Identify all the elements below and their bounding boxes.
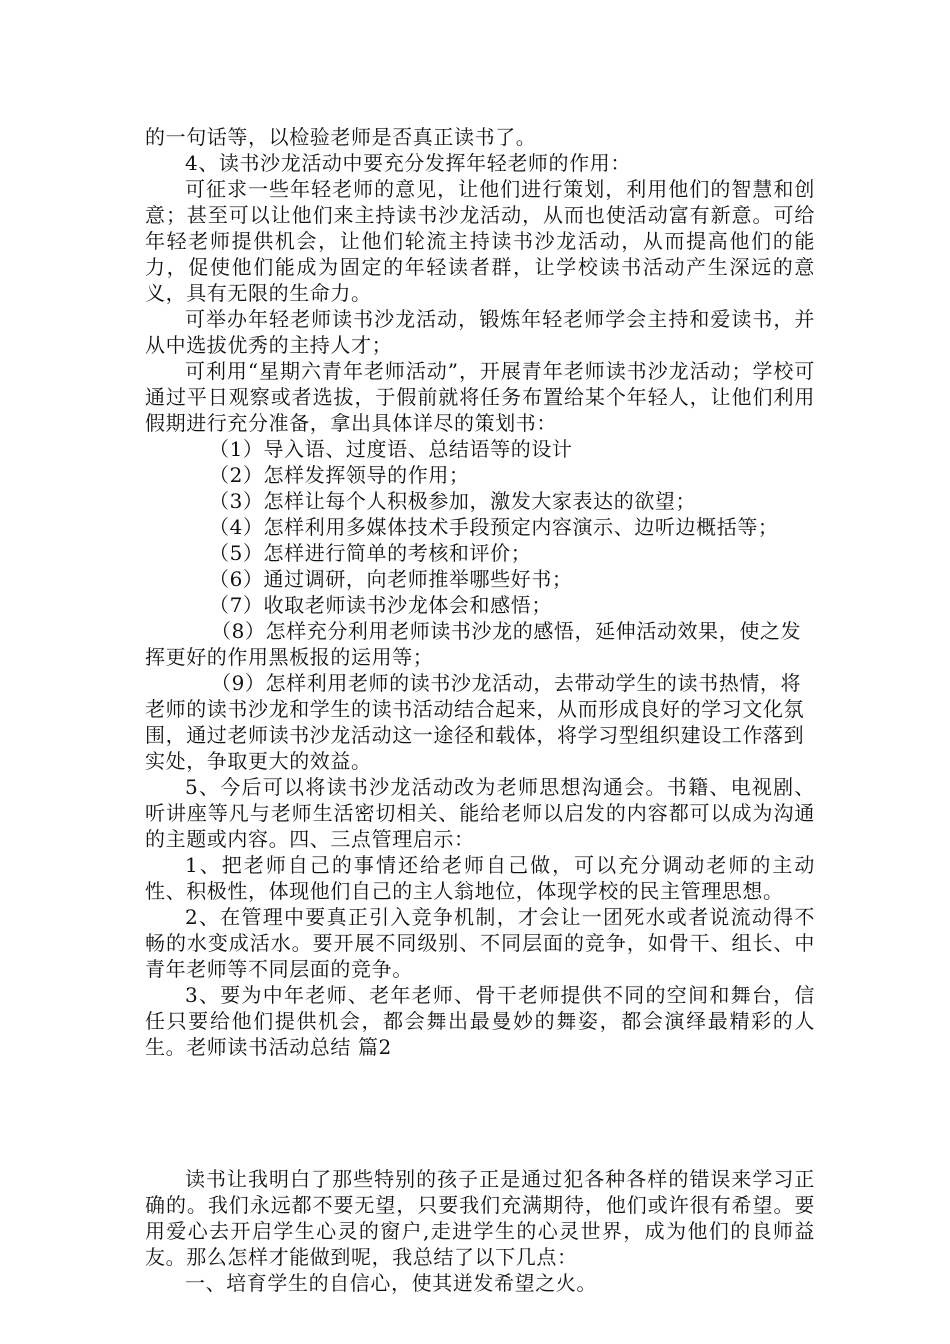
management-point-3: 3、要为中年老师、老年老师、骨干老师提供不同的空间和舞台，信任只要给他们提供机会，都会舞出最曼妙的舞姿，都会演绎最精彩的人生。老师读书活动总结 篇2 bbox=[145, 983, 815, 1059]
paragraph-4-saturday: 可利用“星期六青年老师活动”，开展青年老师读书沙龙活动；学校可通过平日观察或者选拔，于假前就将任务布置给某个年轻人，让他们利用假期进行充分准备，拿出具体详尽的策划书： bbox=[145, 359, 815, 435]
management-point-2: 2、在管理中要真正引入竞争机制，才会让一团死水或者说流动得不畅的水变成活水。要开展不同级别、不同层面的竞争，如骨干、组长、中青年老师等不同层面的竞争。 bbox=[145, 905, 815, 981]
section-spacer bbox=[145, 1060, 815, 1166]
management-point-1: 1、把老师自己的事情还给老师自己做，可以充分调动老师的主动性、积极性，体现他们自己的主人翁地位，体现学校的民主管理思想。 bbox=[145, 853, 815, 903]
document-page bbox=[145, 124, 815, 1296]
paragraph-4-body: 可征求一些年轻老师的意见，让他们进行策划，利用他们的智慧和创意；甚至可以让他们来主持读书沙龙活动，从而也使活动富有新意。可给年轻老师提供机会，让他们轮流主持读书沙龙活动，从而提高他们的能力，促使他们能成为固定的年轻读者群，让学校读书活动产生深远的意义，具有无限的生命力。 bbox=[145, 177, 815, 305]
list-item-9: （9）怎样利用老师的读书沙龙活动，去带动学生的读书热情，将老师的读书沙龙和学生的读书活动结合起来，从而形成良好的学习文化氛围，通过老师读书沙龙活动这一途径和载体，将学习型组织建设工作落到实处，争取更大的效益。 bbox=[145, 671, 805, 773]
section2-paragraph-2: 一、培育学生的自信心，使其迸发希望之火。 bbox=[185, 1271, 597, 1295]
list-item-3: （3）怎样让每个人积极参加，激发大家表达的欲望； bbox=[209, 489, 697, 513]
list-item-8: （8）怎样充分利用老师读书沙龙的感悟，延伸活动效果，使之发挥更好的作用黑板报的运用等； bbox=[145, 619, 802, 669]
paragraph-continued: 的一句话等，以检验老师是否真正读书了。 bbox=[145, 125, 537, 149]
section2-paragraph-1: 读书让我明白了那些特别的孩子正是通过犯各种各样的错误来学习正确的。我们永远都不要无望，只要我们充满期待，他们或许很有希望。要用爱心去开启学生心灵的窗户,走进学生的心灵世界，成为他们的良师益友。那么怎样才能做到呢，我总结了以下几点： bbox=[145, 1167, 815, 1269]
list-item-7: （7）收取老师读书沙龙体会和感悟； bbox=[209, 593, 552, 617]
paragraph-5: 5、今后可以将读书沙龙活动改为老师思想沟通会。书籍、电视剧、听讲座等凡与老师生活密切相关、能给老师以启发的内容都可以成为沟通的主题或内容。四、三点管理启示： bbox=[145, 775, 815, 851]
paragraph-4-heading: 4、读书沙龙活动中要充分发挥年轻老师的作用： bbox=[185, 151, 631, 175]
list-item-5: （5）怎样进行简单的考核和评价； bbox=[209, 541, 532, 565]
list-item-2: （2）怎样发挥领导的作用； bbox=[209, 463, 470, 487]
list-item-4: （4）怎样利用多媒体技术手段预定内容演示、边听边概括等； bbox=[209, 515, 779, 539]
paragraph-4-salon: 可举办年轻老师读书沙龙活动，锻炼年轻老师学会主持和爱读书，并从中选拔优秀的主持人才； bbox=[145, 307, 815, 357]
list-item-6: （6）通过调研，向老师推举哪些好书； bbox=[209, 567, 573, 591]
list-item-1: （1）导入语、过度语、总结语等的设计 bbox=[209, 437, 573, 461]
